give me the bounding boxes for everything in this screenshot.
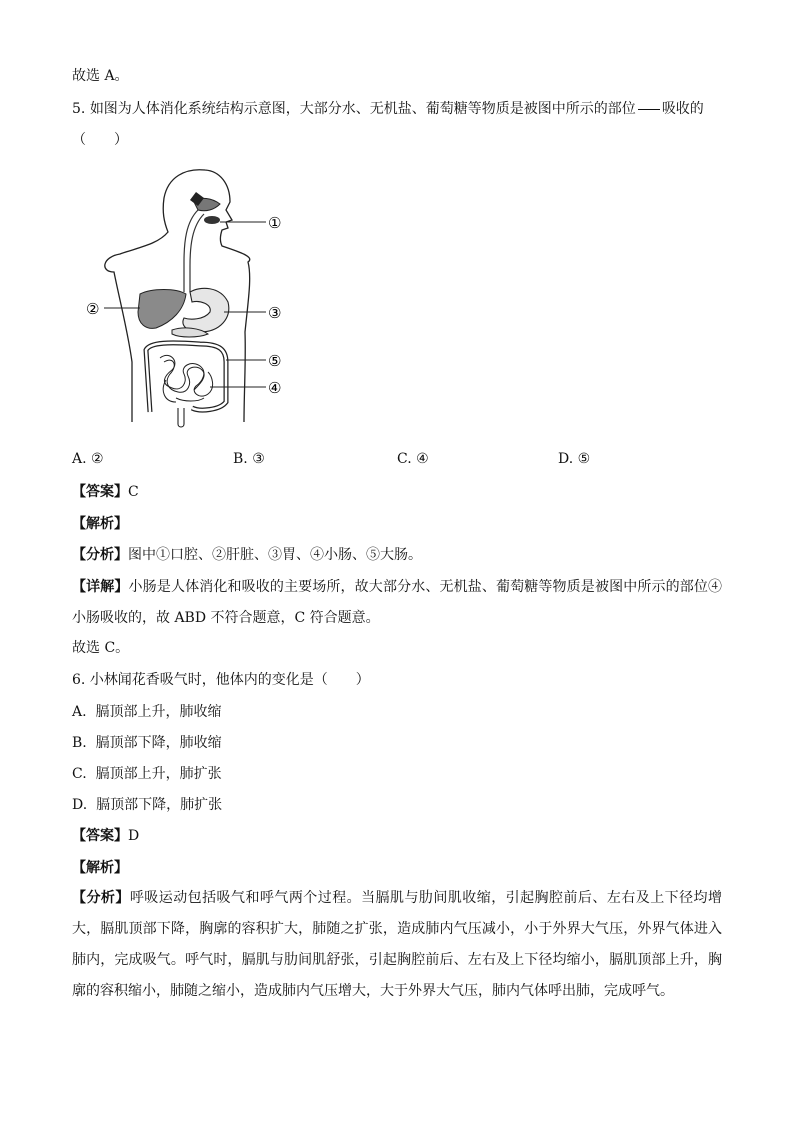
- q6-answer: [72, 826, 139, 846]
- fenxi-text: 呼吸运动包括吸气和呼气两个过程。当膈肌与肋间肌收缩，引起胸腔前后、左右及上下径均增大，膈肌顶部下降，胸廓的容积扩大，肺随之扩张，造成肺内气压减小，小于外界大气压，外界气体进入肺内，完成吸气。呼气时，膈肌与肋间肌舒张，引起胸腔前后、左右及上下径均缩小，膈肌顶部上升，胸廓的容积缩小，肺随之缩小，造成肺内气压增大，大于外界大气压，肺内气体呼出肺，完成呼气。: [72, 890, 723, 999]
- answer-tag: 【答案】: [72, 484, 128, 500]
- q5-option-c: [397, 451, 429, 467]
- q5-stem-before: 如图为人体消化系统结构示意图，大部分水、无机盐、葡萄糖等物质是被图中所示的部位: [89, 101, 636, 117]
- figure-label-4: ④: [268, 379, 282, 397]
- option-text: ⑤: [577, 451, 591, 467]
- figure-label-2: ②: [86, 300, 100, 318]
- q5-stem-after: 吸收的: [661, 101, 704, 117]
- q5-conclusion: 故选 C。: [72, 640, 130, 656]
- q6-option-d: [72, 795, 222, 815]
- large-intestine: [146, 343, 226, 412]
- stomach: [183, 288, 229, 332]
- q5-fenxi: [72, 545, 422, 565]
- fenxi-text: 图中①口腔、②肝脏、③胃、④小肠、⑤大肠。: [128, 547, 422, 563]
- q5-paren: （ ）: [72, 132, 128, 148]
- option-text: ②: [91, 451, 104, 467]
- option-text: 膈顶部上升，肺收缩: [95, 704, 222, 720]
- q6-option-b: [72, 733, 222, 753]
- q6-stem: [72, 670, 370, 690]
- q6-stem-text: 小林闻花香吸气时，他体内的变化是（ ）: [89, 672, 370, 688]
- option-letter: C.: [397, 451, 412, 467]
- figure-label-3: ③: [268, 304, 282, 322]
- q5-analysis-tag: 【解析】: [72, 516, 128, 532]
- fenxi-tag: 【分析】: [72, 547, 128, 563]
- answer-tag: 【答案】: [72, 828, 128, 844]
- option-text: ③: [252, 451, 265, 467]
- q6-analysis-tag: 【解析】: [72, 860, 128, 876]
- small-intestine: [160, 355, 213, 402]
- fenxi-tag: 【分析】: [72, 890, 130, 906]
- previous-conclusion: 故选 A。: [72, 68, 129, 84]
- option-letter: B.: [233, 451, 248, 467]
- option-text: ④: [416, 451, 429, 467]
- option-letter: A.: [72, 451, 87, 467]
- option-letter: D.: [72, 797, 88, 813]
- q5-xiangjie: [72, 572, 722, 634]
- option-letter: A.: [72, 704, 87, 720]
- q6-option-c: [72, 764, 222, 784]
- option-letter: C.: [72, 766, 87, 782]
- answer-value: D: [128, 828, 140, 844]
- answer-value: C: [128, 484, 139, 500]
- figure-label-5: ⑤: [268, 352, 282, 370]
- liver: [138, 290, 186, 329]
- option-letter: D.: [558, 451, 574, 467]
- q5-option-d: [558, 451, 590, 467]
- figure-label-1: ①: [268, 214, 282, 232]
- option-text: 膈顶部下降，肺收缩: [95, 735, 222, 751]
- q6-option-a: [72, 702, 221, 722]
- digestive-system-figure: [80, 162, 300, 432]
- option-text: 膈顶部下降，肺扩张: [96, 797, 223, 813]
- q5-option-b: [233, 451, 265, 467]
- q6-fenxi: [72, 883, 722, 1007]
- option-text: 膈顶部上升，肺扩张: [95, 766, 222, 782]
- q5-answer: [72, 482, 139, 502]
- xiangjie-tag: 【详解】: [72, 579, 129, 595]
- option-letter: B.: [72, 735, 87, 751]
- q5-option-a: [72, 451, 104, 467]
- xiangjie-text: 小肠是人体消化和吸收的主要场所，故大部分水、无机盐、葡萄糖等物质是被图中所示的部位④小肠吸收的，故 ABD 不符合题意，C 符合题意。: [72, 579, 723, 626]
- q5-number: 5.: [72, 101, 86, 117]
- q6-number: 6.: [72, 672, 86, 688]
- q5-stem: [72, 99, 704, 119]
- q5-answer-blank: [638, 109, 660, 110]
